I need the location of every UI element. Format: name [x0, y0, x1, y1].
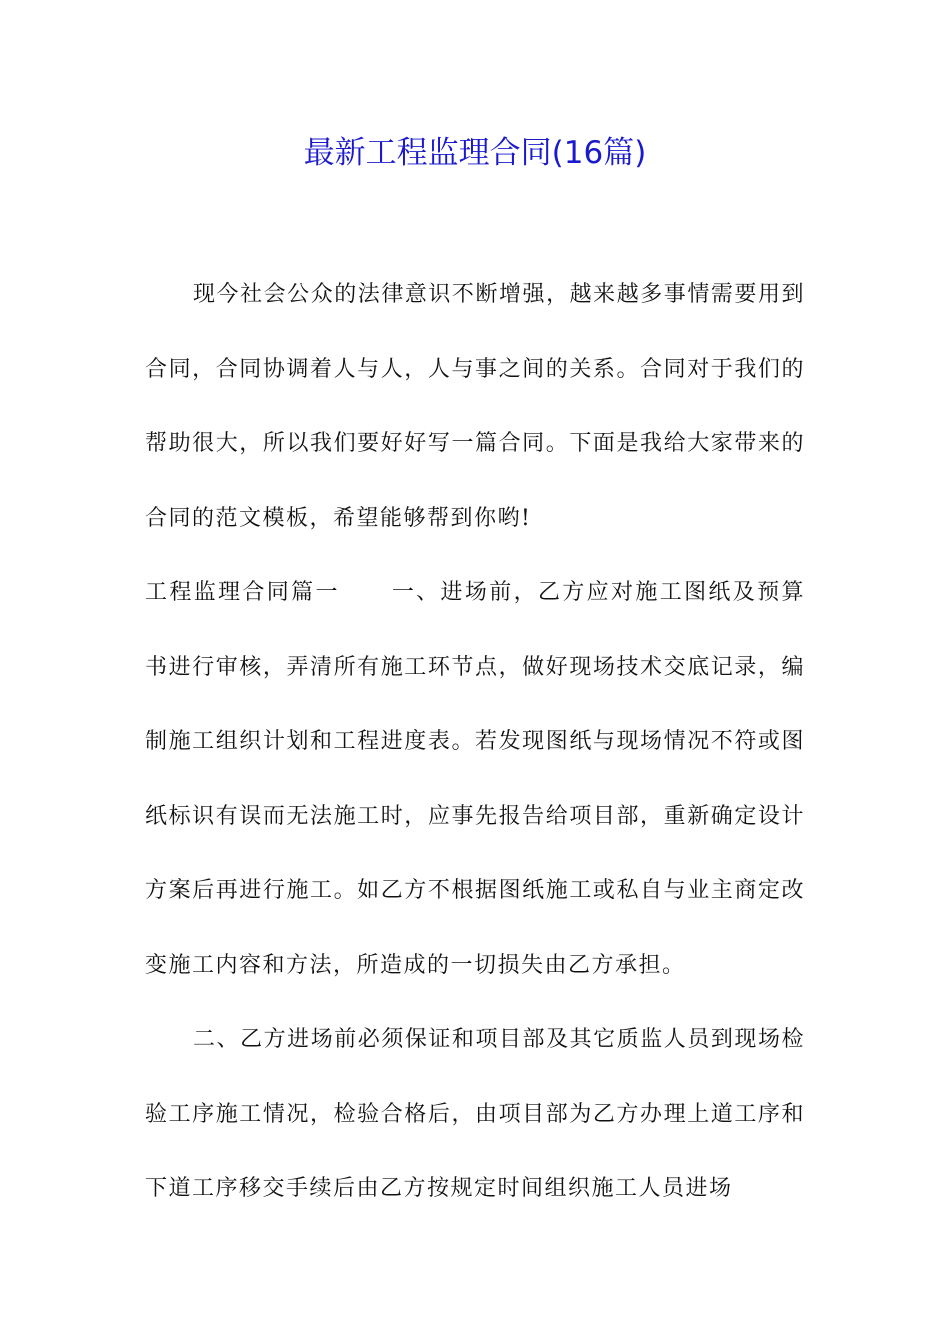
- clause-one-text: 一、进场前，乙方应对施工图纸及预算书进行审核，弄清所有施工环节点，做好现场技术交底记录，编制施工组织计划和工程进度表。若发现图纸与现场情况不符或图纸标识有误而无法施工时，应事先报告给项目部，重新确定设计方案后再进行施工。如乙方不根据图纸施工或私自与业主商定改变施工内容和方法，所造成的一切损失由乙方承担。: [145, 580, 805, 978]
- intro-paragraph: 现今社会公众的法律意识不断增强，越来越多事情需要用到合同，合同协调着人与人，人与事之间的关系。合同对于我们的帮助很大，所以我们要好好写一篇合同。下面是我给大家带来的合同的范文模板，希望能够帮到你哟!: [145, 282, 805, 531]
- document-title: 最新工程监理合同(16篇): [303, 135, 647, 171]
- section-one-paragraph: [145, 556, 805, 1003]
- clause-two-paragraph: 二、乙方进场前必须保证和项目部及其它质监人员到现场检验工序施工情况，检验合格后，由项目部为乙方办理上道工序和下道工序移交手续后由乙方按规定时间组织施工人员进场: [145, 1027, 805, 1201]
- document-body: [145, 258, 805, 1227]
- section-heading: 工程监理合同篇一: [145, 580, 340, 605]
